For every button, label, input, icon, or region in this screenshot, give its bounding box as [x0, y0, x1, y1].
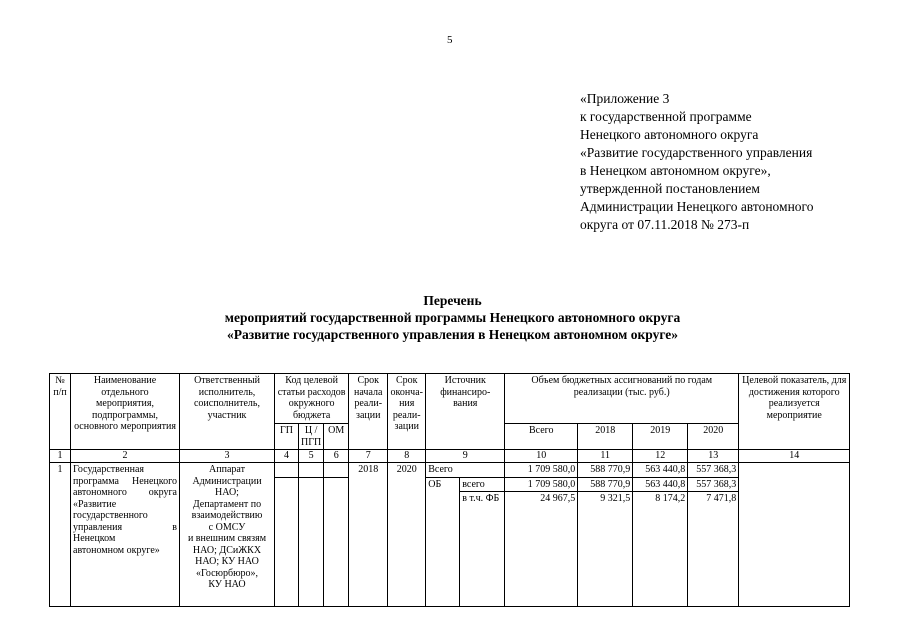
- executor-line: Администрации: [192, 475, 262, 487]
- executor-line: и внешним связям: [187, 533, 267, 544]
- target-indicator: [739, 463, 850, 607]
- amount-2019: 563 440,8: [633, 477, 688, 492]
- header-total: Всего: [505, 424, 578, 450]
- executor-line: «Госюрбюро»,: [195, 567, 259, 579]
- title-line-3: «Развитие государственного управления в Ненецком автономном округе»: [226, 327, 679, 342]
- appendix-line: утвержденной постановлением: [580, 181, 760, 196]
- column-number: 4: [275, 450, 299, 463]
- column-number: 1: [50, 450, 71, 463]
- header-num: № п/п: [50, 374, 71, 450]
- header-name: Наименование отдельного мероприятия, подпрограммы, основного мероприятия: [71, 374, 180, 450]
- amount-total: 24 967,5: [505, 492, 578, 607]
- source-ob: ОБ: [426, 477, 460, 607]
- om-cell: [324, 463, 349, 478]
- header-cpgp: Ц / ПГП: [299, 424, 324, 450]
- column-number: 7: [349, 450, 388, 463]
- row-number: 1: [50, 463, 71, 607]
- title-line-1: Перечень: [423, 293, 482, 308]
- appendix-line: Администрации Ненецкого автономного: [580, 199, 814, 214]
- amount-total: 1 709 580,0: [505, 463, 578, 478]
- executor-line: НАО;: [215, 487, 239, 498]
- executor-line: Департамент по: [192, 498, 262, 510]
- measures-table: [49, 373, 850, 607]
- executor-line: взаимодействию: [191, 510, 263, 521]
- amount-2018: 588 770,9: [578, 477, 633, 492]
- amount-2018: 9 321,5: [578, 492, 633, 607]
- om-cell: [324, 477, 349, 607]
- executor-line: Аппарат: [209, 464, 245, 475]
- executor-line: НАО; ДСиЖКХ: [192, 544, 262, 556]
- header-source: Источник финансиро- вания: [426, 374, 505, 450]
- column-number: 12: [633, 450, 688, 463]
- cpgp-cell: [299, 463, 324, 478]
- amount-2018: 588 770,9: [578, 463, 633, 478]
- document-title: [0, 292, 905, 343]
- appendix-line: «Приложение 3: [580, 91, 670, 106]
- column-number: 10: [505, 450, 578, 463]
- header-volume: Объем бюджетных ассигнований по годам реализации (тыс. руб.): [505, 374, 739, 424]
- appendix-line: к государственной программе: [580, 109, 752, 124]
- source-all: Всего: [426, 463, 505, 478]
- source-fb: в т.ч. ФБ: [460, 492, 505, 607]
- appendix-line: «Развитие государственного управления: [580, 145, 813, 160]
- executor: [180, 463, 275, 607]
- measure-name-line: автономного округа: [73, 487, 177, 498]
- measure-name-line: «Развитие: [73, 498, 117, 510]
- cpgp-cell: [299, 477, 324, 607]
- start-year: 2018: [349, 463, 388, 607]
- measure-name-line: программа Ненецкого: [73, 475, 177, 487]
- measure-name-line: Государственная: [73, 464, 145, 475]
- amount-total: 1 709 580,0: [505, 477, 578, 492]
- appendix-header: [580, 90, 814, 234]
- executor-line: НАО; КУ НАО: [195, 556, 259, 567]
- header-end: Срок оконча- ния реали- зации: [388, 374, 426, 450]
- header-target: Целевой показатель, для достижения которого реализуется мероприятие: [739, 374, 850, 450]
- amount-2019: 8 174,2: [633, 492, 688, 607]
- gp-cell: [275, 477, 299, 607]
- table-row: [50, 463, 850, 478]
- end-year: 2020: [388, 463, 426, 607]
- header-gp: ГП: [275, 424, 299, 450]
- measure-name-line: государственного: [73, 510, 148, 521]
- column-number: 5: [299, 450, 324, 463]
- amount-2019: 563 440,8: [633, 463, 688, 478]
- amount-2020: 557 368,3: [688, 477, 739, 492]
- header-2018: 2018: [578, 424, 633, 450]
- header-2020: 2020: [688, 424, 739, 450]
- header-2019: 2019: [633, 424, 688, 450]
- measure-name: [71, 463, 180, 607]
- title-line-2: мероприятий государственной программы Ненецкого автономного округа: [224, 310, 681, 325]
- appendix-line: в Ненецком автономном округе»,: [580, 163, 771, 178]
- source-ob-total: всего: [460, 477, 505, 492]
- column-number: 14: [739, 450, 850, 463]
- header-budget-code: Код целевой статьи расходов окружного бюджета: [275, 374, 349, 424]
- executor-line: КУ НАО: [208, 579, 246, 590]
- column-number: 13: [688, 450, 739, 463]
- column-number: 9: [426, 450, 505, 463]
- page-number: 5: [447, 34, 453, 46]
- column-number: 11: [578, 450, 633, 463]
- column-number: 8: [388, 450, 426, 463]
- header-executor: Ответственный исполнитель, соисполнитель, участник: [180, 374, 275, 450]
- column-number: 6: [324, 450, 349, 463]
- column-number: 2: [71, 450, 180, 463]
- header-om: ОМ: [324, 424, 349, 450]
- amount-2020: 7 471,8: [688, 492, 739, 607]
- appendix-line: округа от 07.11.2018 № 273-п: [580, 217, 750, 232]
- measure-name-line: Ненецком: [73, 533, 116, 544]
- appendix-line: Ненецкого автономного округа: [580, 127, 759, 142]
- column-number: 3: [180, 450, 275, 463]
- executor-line: с ОМСУ: [208, 521, 246, 533]
- amount-2020: 557 368,3: [688, 463, 739, 478]
- header-start: Срок начала реали- зации: [349, 374, 388, 450]
- measure-name-line: автономном округе»: [73, 544, 160, 556]
- gp-cell: [275, 463, 299, 478]
- measure-name-line: управления в: [73, 521, 177, 533]
